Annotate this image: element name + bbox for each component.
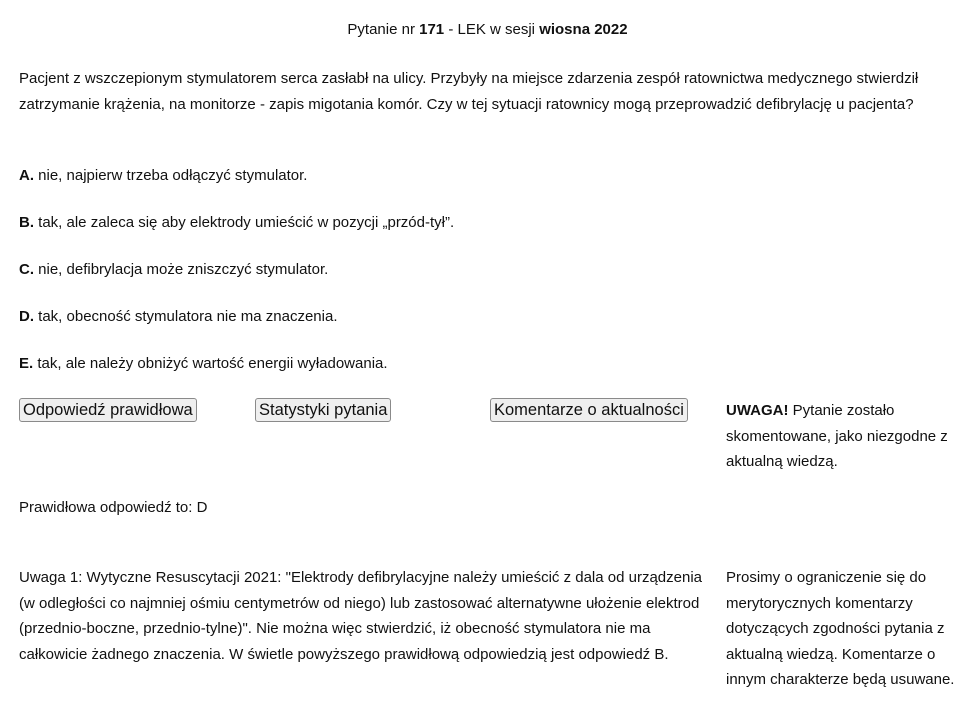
answer-option-c: [19, 260, 328, 280]
warning-text: Pytanie zostało skomentowane, jako niezgodne z aktualną wiedzą.: [726, 402, 948, 470]
answer-option-d: [19, 307, 338, 327]
session-name: wiosna 2022: [539, 21, 628, 38]
answer-option-e: [19, 354, 388, 374]
answer-text: nie, najpierw trzeba odłączyć stymulator.: [34, 167, 308, 184]
answer-letter: E.: [19, 355, 34, 372]
request-note: Prosimy o ograniczenie się do merytorycznych komentarzy dotyczących zgodności pytania z aktualną wiedzą. Komentarze o innym charakterze będą usuwane.: [726, 569, 955, 688]
answer-option-a: [19, 166, 307, 186]
title-prefix: Pytanie nr: [347, 21, 420, 38]
answer-text: nie, defibrylacja może zniszczyć stymulator.: [34, 261, 329, 278]
correct-answer-button[interactable]: Odpowiedź prawidłowa: [19, 398, 197, 422]
question-number: 171: [419, 21, 445, 38]
answer-text: tak, ale należy obniżyć wartość energii wyładowania.: [33, 355, 388, 372]
answer-option-b: [19, 213, 454, 233]
title-middle: - LEK w sesji: [444, 21, 540, 38]
warning-note: [726, 398, 966, 475]
answer-letter: A.: [19, 167, 34, 184]
page-title: [0, 20, 975, 40]
answer-text: tak, ale zaleca się aby elektrody umieścić w pozycji „przód-tył”.: [34, 214, 455, 231]
question-statistics-button[interactable]: Statystyki pytania: [255, 398, 391, 422]
answer-text: tak, obecność stymulatora nie ma znaczenia.: [34, 308, 338, 325]
correct-answer-text: Prawidłowa odpowiedź to: D: [19, 499, 208, 516]
answer-letter: C.: [19, 261, 34, 278]
comment-text: Uwaga 1: Wytyczne Resuscytacji 2021: "Elektrody defibrylacyjne należy umieścić z dala od urządzenia (w odległości co najmniej ośmiu centymetrów od niego) lub zastosować alternatywne ułożenie elektrod (przednio-boczne, przednio-tylne)". Nie można więc stwierdzić, iż obecność stymulatora nie ma całkowicie żadnego znaczenia. W świetle powyższego prawidłową odpowiedzią jest odpowiedź B.: [19, 569, 703, 663]
warning-label: UWAGA!: [726, 402, 789, 419]
answer-letter: B.: [19, 214, 34, 231]
answer-letter: D.: [19, 308, 34, 325]
question-text: Pacjent z wszczepionym stymulatorem serca zasłabł na ulicy. Przybyły na miejsce zdarzenia zespół ratownictwa medycznego stwierdził zatrzymanie krążenia, na monitorze - zapis migotania komór. Czy w tej sytuacji ratownicy mogą przeprowadzić defibrylację u pacjenta?: [19, 70, 919, 113]
actuality-comments-button[interactable]: Komentarze o aktualności: [490, 398, 688, 422]
